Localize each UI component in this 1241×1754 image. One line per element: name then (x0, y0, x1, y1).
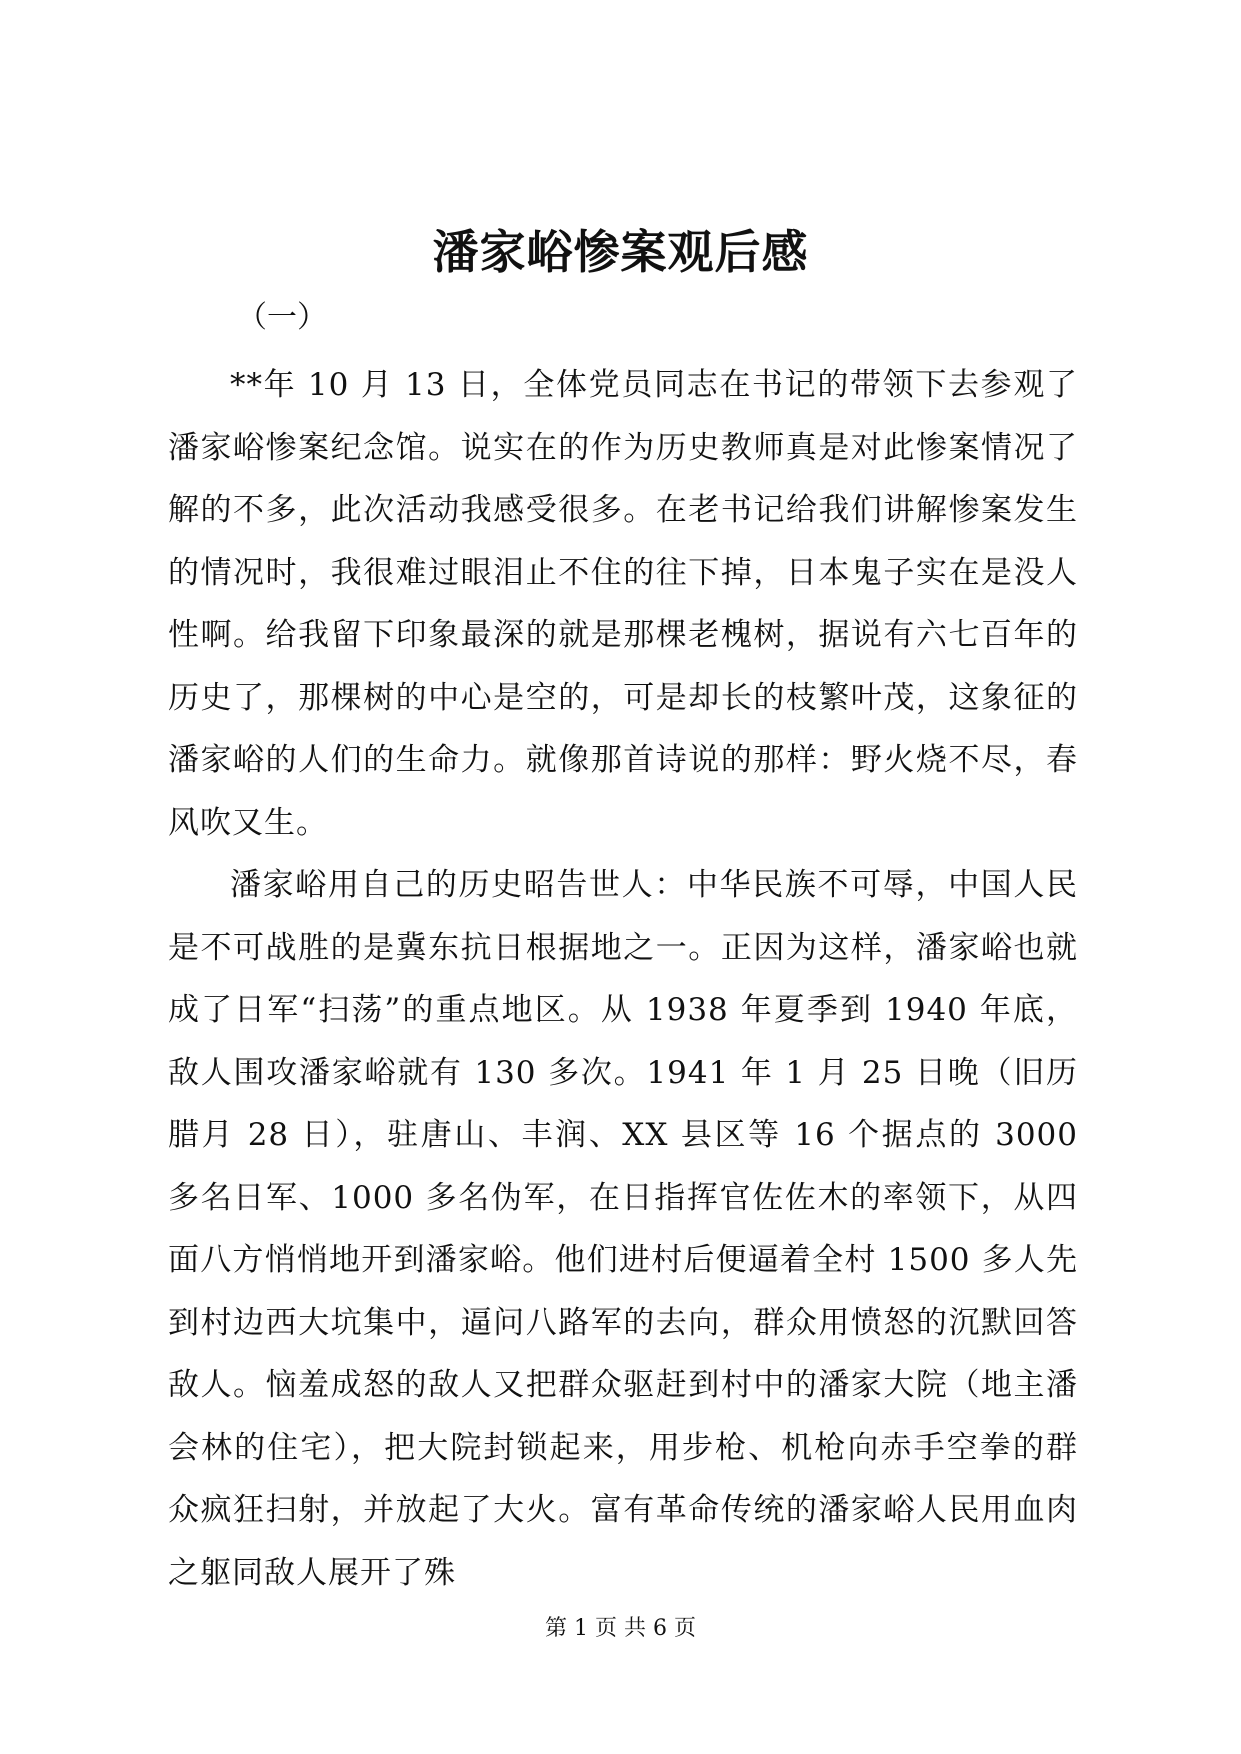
page-footer: 第 1 页 共 6 页 (545, 1616, 696, 1641)
document-body (168, 354, 1078, 1604)
paragraph-1: **年 10 月 13 日，全体党员同志在书记的带领下去参观了潘家峪惨案纪念馆。说实在的作为历史教师真是对此惨案情况了解的不多，此次活动我感受很多。在老书记给我们讲解惨案发生的情况时，我很难过眼泪止不住的往下掉，日本鬼子实在是没人性啊。给我留下印象最深的就是那棵老槐树，据说有六七百年的历史了，那棵树的中心是空的，可是却长的枝繁叶茂，这象征的潘家峪的人们的生命力。就像那首诗说的那样：野火烧不尽，春风吹又生。 (168, 367, 1078, 841)
document-title: 潘家峪惨案观后感 (432, 225, 809, 279)
paragraph-2: 潘家峪用自己的历史昭告世人：中华民族不可辱，中国人民是不可战胜的是冀东抗日根据地之一。正因为这样，潘家峪也就成了日军“扫荡”的重点地区。从 1938 年夏季到 1940 年底，敌人围攻潘家峪就有 130 多次。1941 年 1 月 25 日晚（旧历腊月 28 日），驻唐山、丰润、XX 县区等 16 个据点的 3000 多名日军、1000 多名伪军，在日指挥官佐佐木的率领下，从四面八方悄悄地开到潘家峪。他们进村后便逼着全村 1500 多人先到村边西大坑集中，逼问八路军的去向，群众用愤怒的沉默回答敌人。恼羞成怒的敌人又把群众驱赶到村中的潘家大院（地主潘会林的住宅），把大院封锁起来，用步枪、机枪向赤手空拳的群众疯狂扫射，并放起了大火。富有革命传统的潘家峪人民用血肉之躯同敌人展开了殊 (168, 867, 1078, 1591)
section-label: （一） (237, 300, 327, 335)
